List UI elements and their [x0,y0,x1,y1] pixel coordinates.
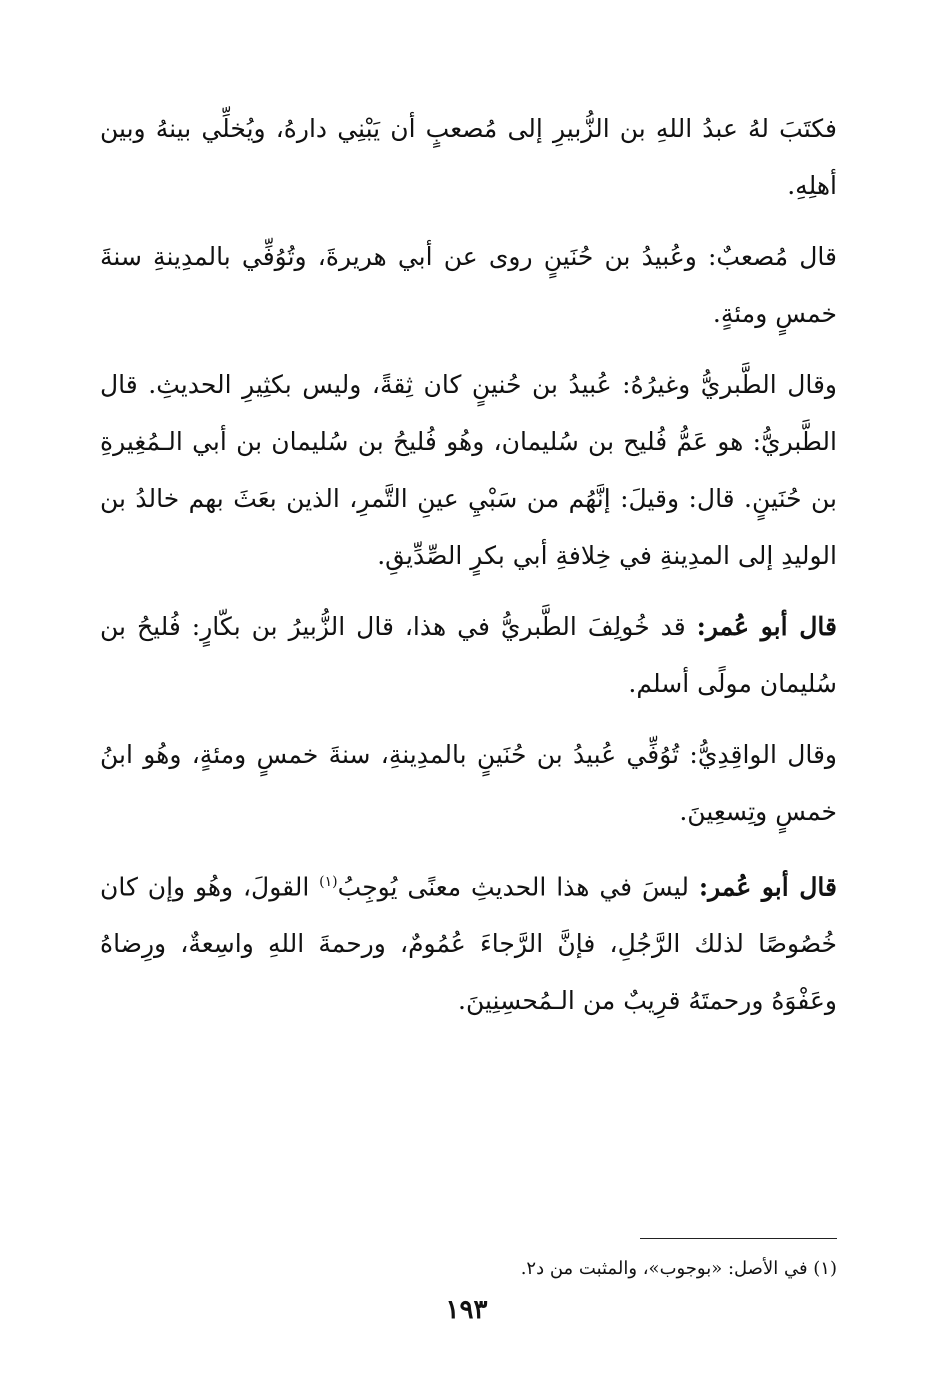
paragraph [100,100,837,214]
footnote-divider [640,1238,837,1239]
paragraph-text: قال مُصعبٌ: وعُبيدُ بن حُنَينٍ روى عن أبي هريرةَ، وتُوُفِّي بالمدِينةِ سنةَ خمسٍ ومئةٍ. [100,242,837,328]
page-body [100,100,837,1043]
paragraph-text: وقال الواقِدِيُّ: تُوُفِّي عُبيدُ بن حُنَينٍ بالمدِينةِ، سنةَ خمسٍ ومئةٍ، وهُو ابنُ خمسٍ وتِسعِينَ. [100,740,837,826]
paragraph [100,726,837,840]
page-number: ١٩٣ [445,1295,488,1325]
paragraph [100,356,837,584]
paragraph [100,854,837,1029]
footnote-marker: (١) [319,874,338,890]
paragraph-lead: قال أبو عُمر: [698,872,837,902]
paragraph [100,598,837,712]
paragraph [100,228,837,342]
paragraph-lead: قال أبو عُمر: [696,612,837,641]
footnote: (١) في الأصل: «بوجوب»، والمثبت من د٢. [520,1258,837,1279]
paragraph-text: فكتَبَ لهُ عبدُ اللهِ بن الزُّبيرِ إلى مُصعبٍ أن يَبْنِي دارهُ، ويُخلِّي بينهُ وبين أهلِهِ. [100,114,837,200]
paragraph-text: وقال الطَّبريُّ وغيرُهُ: عُبيدُ بن حُنينٍ كان ثِقةً، وليس بكثِيرِ الحديثِ. قال الطَّبريُّ: هو عَمُّ فُليح بن سُليمان، وهُو فُليحُ بن سُليمان بن أبي الـمُغِيرةِ بن حُنَينٍ. قال: وقيلَ: إنَّهُم من سَبْيِ عينِ التَّمرِ، الذين بعَثَ بهم خالدُ بن الوليدِ إلى المدِينةِ في خِلافةِ أبي بكرٍ الصِّدِّيقِ. [100,370,837,570]
paragraph-text: قد خُولِفَ الطَّبريُّ في هذا، قال الزُّبيرُ بن بكّارٍ: فُليحُ بن سُليمان مولًى أسلم. [100,612,837,698]
paragraph-text: ليسَ في هذا الحديثِ معنًى يُوجِبُ [337,872,699,902]
paragraph-text-continued: القولَ، وهُو وإن كان خُصُوصًا لذلك الرَّجُلِ، فإنَّ الرَّجاءَ عُمُومٌ، ورحمةَ اللهِ واسِعةٌ، ورِضاهُ وعَفْوَهُ ورحمتَهُ قرِيبٌ من الـمُحسِنِينَ. [100,872,837,1016]
